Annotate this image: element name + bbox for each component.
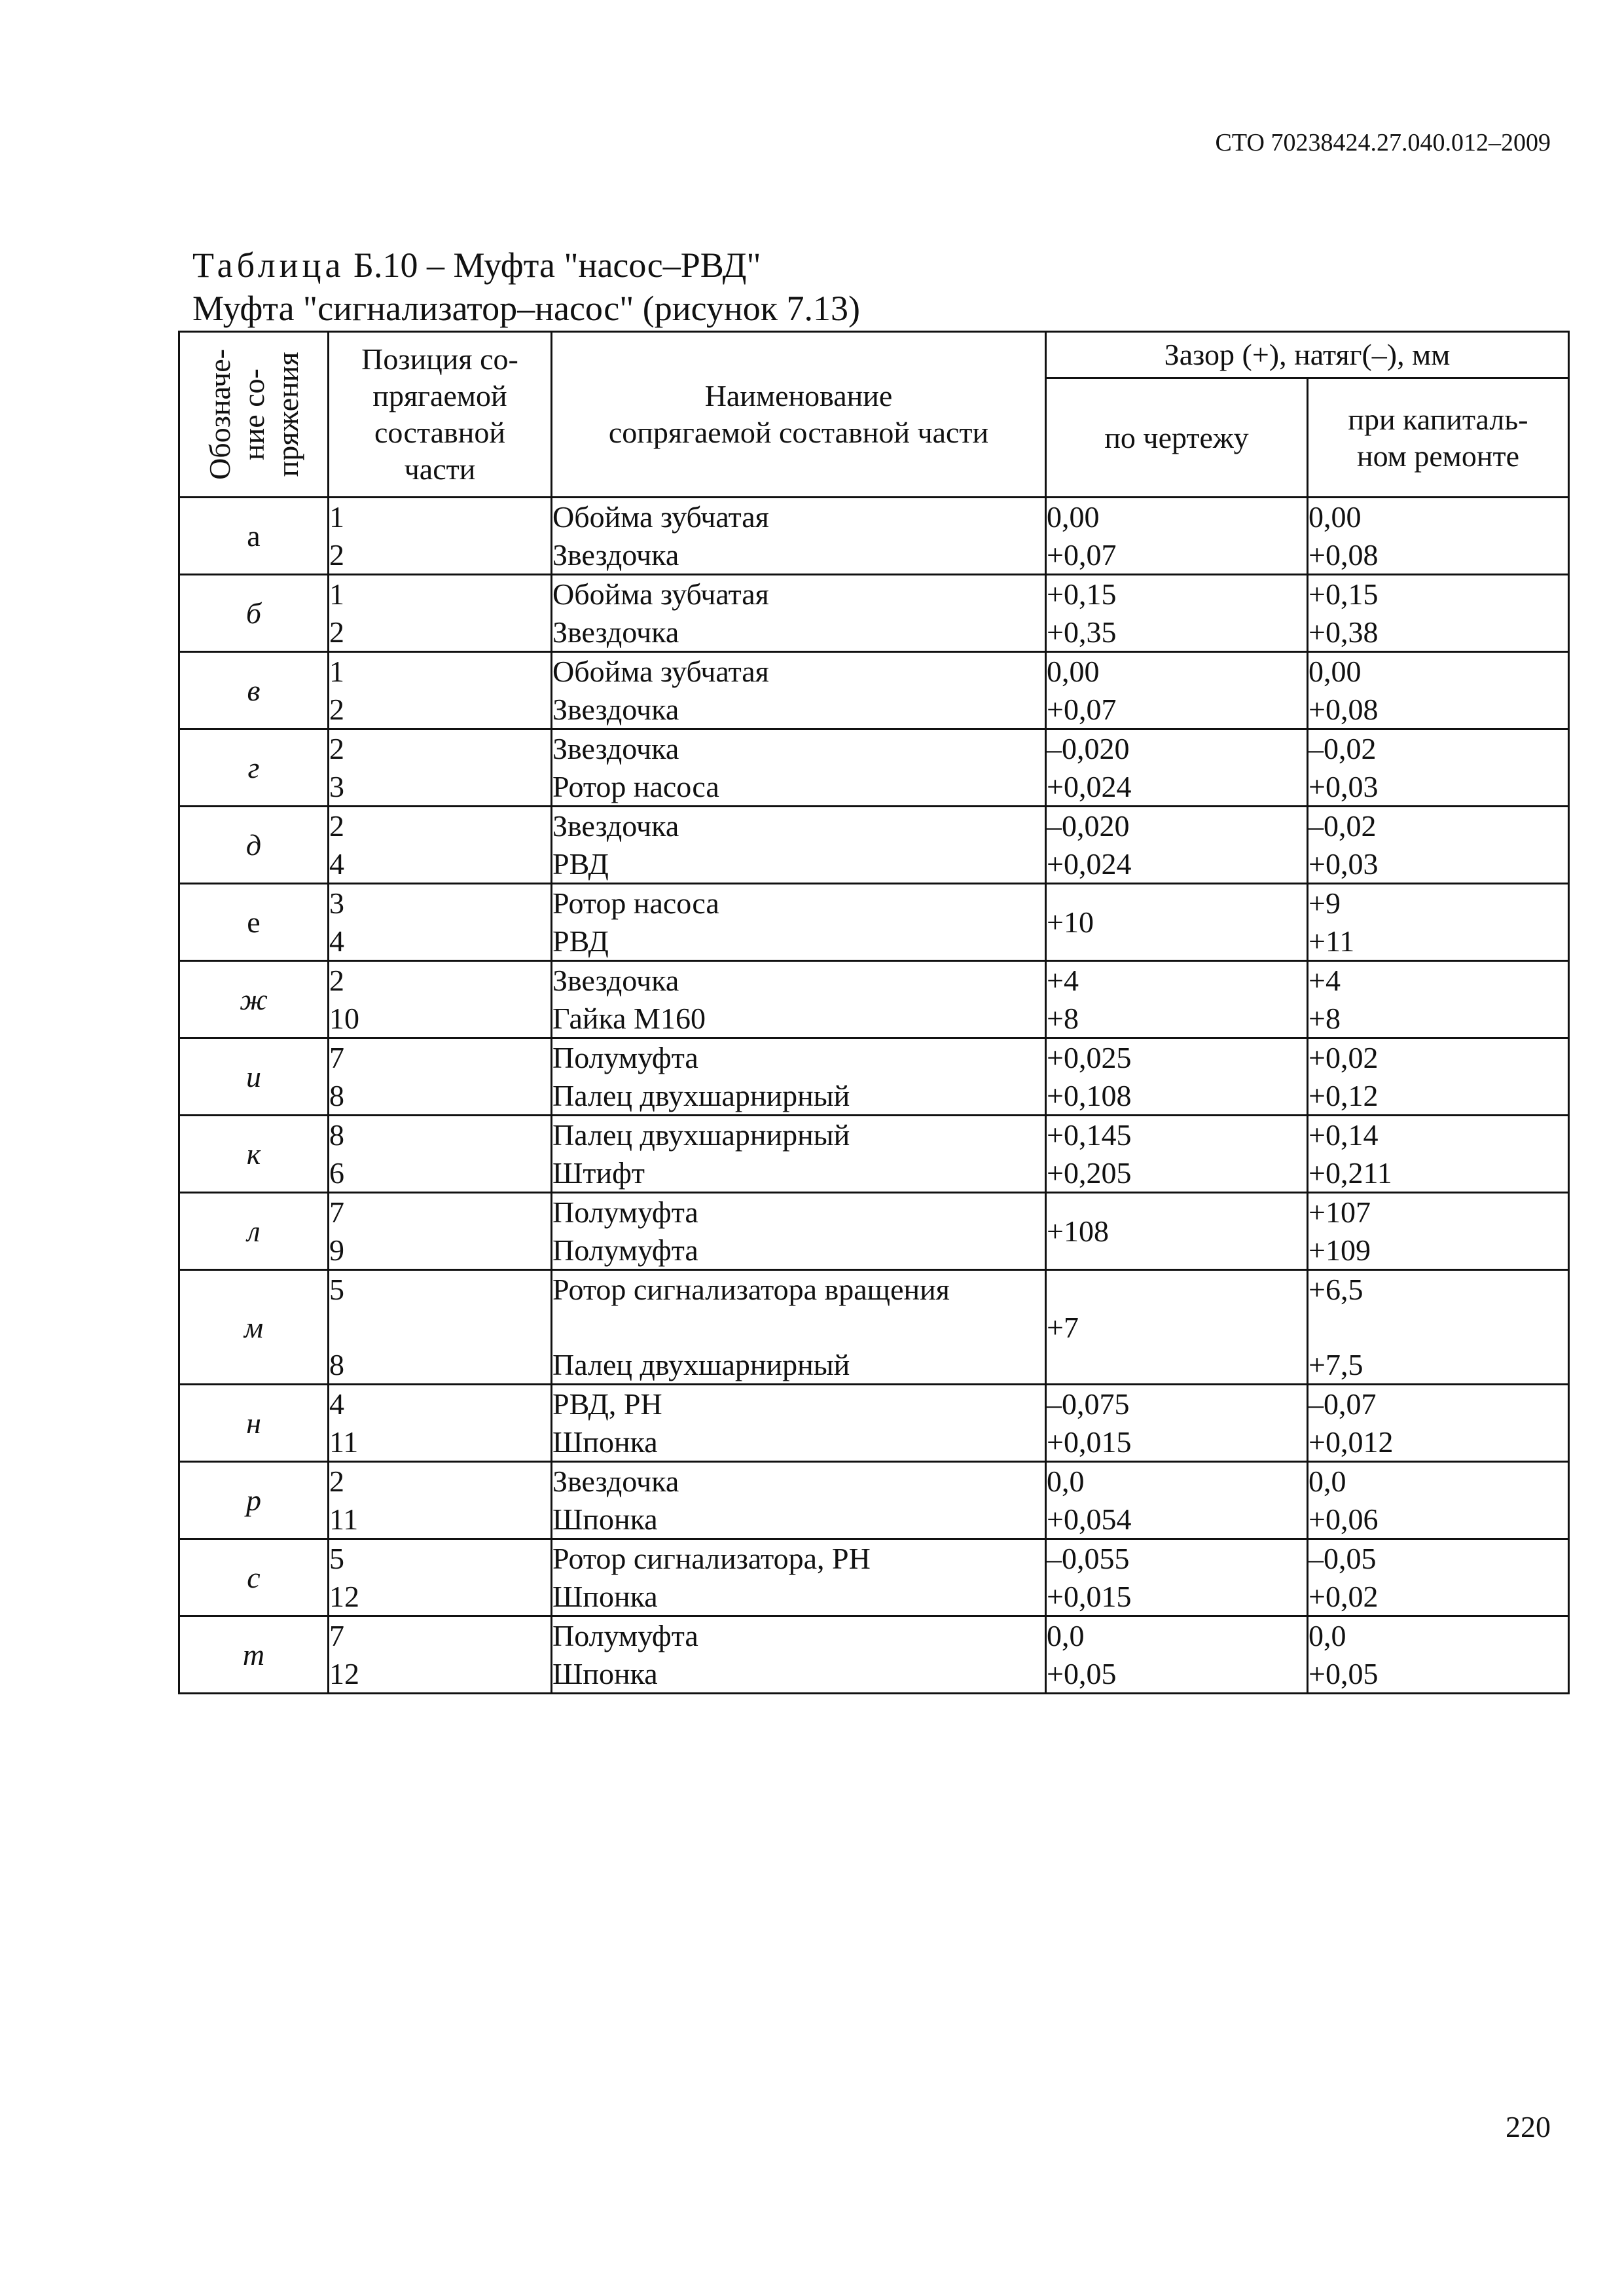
header-position-line: части <box>404 452 476 486</box>
repair-value: +0,03 <box>1308 847 1379 881</box>
repair-value: +0,211 <box>1308 1156 1392 1190</box>
position-cell <box>329 498 552 575</box>
position-cell <box>329 1539 552 1616</box>
header-position-line: прягаемой <box>372 379 507 412</box>
header-capital-repair <box>1308 378 1569 498</box>
table-body <box>179 498 1569 1694</box>
caption-line-1 <box>192 244 860 287</box>
drawing-cell <box>1046 575 1308 652</box>
repair-cell <box>1308 729 1569 807</box>
position-value: 2 <box>329 615 344 649</box>
header-name <box>552 332 1046 498</box>
part-name: Палец двухшарнирный <box>552 1079 850 1112</box>
drawing-cell <box>1046 498 1308 575</box>
designation-cell: д <box>179 807 329 884</box>
table-row <box>179 575 1569 652</box>
drawing-value: +0,025 <box>1047 1041 1132 1074</box>
drawing-cell <box>1046 884 1308 961</box>
caption-title-1: Б.10 – Муфта "насос–РВД" <box>353 246 761 285</box>
repair-value: +9 <box>1308 886 1341 920</box>
table-row <box>179 1116 1569 1193</box>
header-gap-group: Зазор (+), натяг(–), мм <box>1046 332 1569 378</box>
drawing-cell <box>1046 1038 1308 1116</box>
drawing-cell <box>1046 1385 1308 1462</box>
header-designation-line: пряжения <box>270 352 304 477</box>
header-position-line: Позиция со- <box>361 342 518 376</box>
repair-value: +0,15 <box>1308 577 1379 611</box>
caption-title-2: Муфта "сигнализатор–насос" (рисунок 7.13) <box>192 289 861 328</box>
drawing-value: +4 <box>1047 964 1079 997</box>
table-row <box>179 1462 1569 1539</box>
part-name: Обойма зубчатая <box>552 655 769 688</box>
part-name-cell <box>552 1270 1046 1385</box>
header-name-line: Наименование <box>704 379 893 412</box>
table-row <box>179 652 1569 729</box>
position-cell <box>329 884 552 961</box>
header-position-line: составной <box>374 416 505 449</box>
part-name: Ротор насоса <box>552 886 719 920</box>
repair-cell <box>1308 575 1569 652</box>
part-name-cell <box>552 652 1046 729</box>
part-name-cell <box>552 498 1046 575</box>
position-value: 8 <box>329 1348 344 1381</box>
repair-cell <box>1308 1385 1569 1462</box>
part-name: Ротор сигнализатора вращения <box>552 1273 950 1306</box>
drawing-cell <box>1046 1462 1308 1539</box>
header-name-line: сопрягаемой составной части <box>608 416 989 449</box>
part-name: Звездочка <box>552 732 679 765</box>
drawing-value: +8 <box>1047 1002 1079 1035</box>
drawing-value: +0,05 <box>1047 1657 1117 1690</box>
drawing-value: –0,020 <box>1047 809 1130 843</box>
repair-cell <box>1308 1539 1569 1616</box>
drawing-value: 0,00 <box>1047 655 1100 688</box>
drawing-value: 0,0 <box>1047 1619 1085 1652</box>
drawing-value: +0,35 <box>1047 615 1117 649</box>
repair-cell <box>1308 884 1569 961</box>
repair-value: +109 <box>1308 1233 1371 1267</box>
position-value: 2 <box>329 693 344 726</box>
part-name-cell <box>552 884 1046 961</box>
table-row <box>179 1193 1569 1270</box>
part-name-cell <box>552 1539 1046 1616</box>
part-name-cell <box>552 961 1046 1038</box>
position-value: 5 <box>329 1542 344 1575</box>
position-value: 3 <box>329 770 344 803</box>
drawing-value: +0,015 <box>1047 1580 1132 1613</box>
position-value: 4 <box>329 924 344 958</box>
position-value: 10 <box>329 1002 359 1035</box>
drawing-cell <box>1046 1616 1308 1694</box>
part-name-cell <box>552 1616 1046 1694</box>
position-cell <box>329 1616 552 1694</box>
repair-value: +6,5 <box>1308 1273 1363 1306</box>
part-name: Гайка М160 <box>552 1002 706 1035</box>
designation-cell: в <box>179 652 329 729</box>
position-value: 2 <box>329 538 344 572</box>
repair-value: +11 <box>1308 924 1355 958</box>
drawing-cell <box>1046 1270 1308 1385</box>
designation-cell: н <box>179 1385 329 1462</box>
position-value: 2 <box>329 732 344 765</box>
table-row <box>179 1616 1569 1694</box>
drawing-value: –0,020 <box>1047 732 1130 765</box>
part-name: РВД, РН <box>552 1387 662 1421</box>
position-value: 4 <box>329 847 344 881</box>
position-value: 8 <box>329 1118 344 1152</box>
drawing-value: +7 <box>1047 1310 1079 1344</box>
part-name: Звездочка <box>552 964 679 997</box>
position-value: 1 <box>329 500 344 534</box>
repair-value: +0,012 <box>1308 1425 1394 1459</box>
position-value: 6 <box>329 1156 344 1190</box>
designation-cell: ж <box>179 961 329 1038</box>
part-name: Палец двухшарнирный <box>552 1348 850 1381</box>
part-name: Полумуфта <box>552 1619 698 1652</box>
repair-value: +0,08 <box>1308 538 1379 572</box>
position-value: 4 <box>329 1387 344 1421</box>
repair-value: +0,12 <box>1308 1079 1379 1112</box>
position-value: 2 <box>329 964 344 997</box>
drawing-value: +0,108 <box>1047 1079 1132 1112</box>
part-name: Звездочка <box>552 1465 679 1498</box>
position-cell <box>329 1193 552 1270</box>
repair-value: +8 <box>1308 1002 1341 1035</box>
table-row <box>179 1270 1569 1385</box>
header-designation <box>179 332 329 498</box>
drawing-value: +0,07 <box>1047 693 1117 726</box>
position-value: 1 <box>329 577 344 611</box>
drawing-value: +108 <box>1047 1214 1109 1248</box>
repair-value: +0,03 <box>1308 770 1379 803</box>
designation-cell: г <box>179 729 329 807</box>
repair-value: +4 <box>1308 964 1341 997</box>
document-code: СТО 70238424.27.040.012–2009 <box>1215 129 1551 156</box>
repair-value: –0,07 <box>1308 1387 1377 1421</box>
position-value: 1 <box>329 655 344 688</box>
position-cell <box>329 807 552 884</box>
position-cell <box>329 652 552 729</box>
position-value: 5 <box>329 1273 344 1306</box>
repair-value: 0,00 <box>1308 500 1362 534</box>
part-name-cell <box>552 1038 1046 1116</box>
position-value: 7 <box>329 1619 344 1652</box>
drawing-value: +0,15 <box>1047 577 1117 611</box>
designation-cell: р <box>179 1462 329 1539</box>
drawing-cell <box>1046 1539 1308 1616</box>
drawing-value: 0,0 <box>1047 1465 1085 1498</box>
repair-value: +0,06 <box>1308 1503 1379 1536</box>
drawing-value: +0,205 <box>1047 1156 1132 1190</box>
repair-value: +0,14 <box>1308 1118 1379 1152</box>
designation-cell: б <box>179 575 329 652</box>
designation-cell: а <box>179 498 329 575</box>
repair-cell <box>1308 807 1569 884</box>
repair-value: +0,02 <box>1308 1580 1379 1613</box>
header-designation-line: Обозначе- <box>202 349 236 480</box>
clearance-table <box>178 331 1570 1694</box>
table-row <box>179 884 1569 961</box>
repair-value: +0,02 <box>1308 1041 1379 1074</box>
designation-cell: т <box>179 1616 329 1694</box>
position-value: 7 <box>329 1041 344 1074</box>
repair-cell <box>1308 1193 1569 1270</box>
part-name: Звездочка <box>552 615 679 649</box>
table-row <box>179 961 1569 1038</box>
repair-cell <box>1308 652 1569 729</box>
drawing-value: +0,015 <box>1047 1425 1132 1459</box>
designation-cell: л <box>179 1193 329 1270</box>
part-name: Ротор сигнализатора, РН <box>552 1542 871 1575</box>
position-value: 12 <box>329 1580 359 1613</box>
position-cell <box>329 575 552 652</box>
header-by-drawing: по чертежу <box>1046 378 1308 498</box>
repair-value: +107 <box>1308 1195 1371 1229</box>
repair-cell <box>1308 498 1569 575</box>
part-name: Полумуфта <box>552 1233 698 1267</box>
table-caption <box>192 244 860 330</box>
repair-value: 0,0 <box>1308 1465 1346 1498</box>
table-row <box>179 729 1569 807</box>
position-cell <box>329 729 552 807</box>
repair-value: +0,08 <box>1308 693 1379 726</box>
drawing-value: +0,07 <box>1047 538 1117 572</box>
part-name: Полумуфта <box>552 1041 698 1074</box>
position-cell <box>329 1385 552 1462</box>
designation-cell: к <box>179 1116 329 1193</box>
part-name: Ротор насоса <box>552 770 719 803</box>
part-name: Шпонка <box>552 1580 658 1613</box>
designation-cell: е <box>179 884 329 961</box>
drawing-cell <box>1046 1193 1308 1270</box>
repair-value: 0,00 <box>1308 655 1362 688</box>
header-repair-line: ном ремонте <box>1357 439 1520 473</box>
part-name: Обойма зубчатая <box>552 500 769 534</box>
position-value: 11 <box>329 1503 359 1536</box>
designation-cell: с <box>179 1539 329 1616</box>
repair-cell <box>1308 961 1569 1038</box>
designation-cell: и <box>179 1038 329 1116</box>
table-row <box>179 1038 1569 1116</box>
part-name: Шпонка <box>552 1503 658 1536</box>
repair-cell <box>1308 1038 1569 1116</box>
part-name-cell <box>552 1385 1046 1462</box>
part-name: Шпонка <box>552 1657 658 1690</box>
page-number: 220 <box>1506 2110 1551 2143</box>
header-position <box>329 332 552 498</box>
position-cell <box>329 961 552 1038</box>
part-name: Обойма зубчатая <box>552 577 769 611</box>
drawing-value: +0,024 <box>1047 770 1132 803</box>
drawing-cell <box>1046 652 1308 729</box>
part-name: Звездочка <box>552 538 679 572</box>
drawing-cell <box>1046 807 1308 884</box>
table-row <box>179 807 1569 884</box>
repair-value: +0,05 <box>1308 1657 1379 1690</box>
part-name-cell <box>552 575 1046 652</box>
position-value: 2 <box>329 809 344 843</box>
header-repair-line: при капиталь- <box>1348 402 1528 436</box>
position-value: 3 <box>329 886 344 920</box>
repair-cell <box>1308 1116 1569 1193</box>
part-name: Штифт <box>552 1156 645 1190</box>
position-value: 12 <box>329 1657 359 1690</box>
table-row <box>179 1539 1569 1616</box>
drawing-value: +0,145 <box>1047 1118 1132 1152</box>
repair-cell <box>1308 1462 1569 1539</box>
part-name-cell <box>552 1116 1046 1193</box>
drawing-value: –0,075 <box>1047 1387 1130 1421</box>
part-name: Полумуфта <box>552 1195 698 1229</box>
repair-value: +0,38 <box>1308 615 1379 649</box>
part-name-cell <box>552 729 1046 807</box>
drawing-value: +0,024 <box>1047 847 1132 881</box>
part-name-cell <box>552 1462 1046 1539</box>
drawing-value: 0,00 <box>1047 500 1100 534</box>
table-row <box>179 498 1569 575</box>
drawing-cell <box>1046 1116 1308 1193</box>
repair-value: –0,05 <box>1308 1542 1377 1575</box>
position-value: 9 <box>329 1233 344 1267</box>
part-name: РВД <box>552 924 609 958</box>
repair-value: –0,02 <box>1308 732 1377 765</box>
part-name: Палец двухшарнирный <box>552 1118 850 1152</box>
caption-label: Таблица <box>192 246 345 285</box>
repair-cell <box>1308 1616 1569 1694</box>
part-name: Звездочка <box>552 693 679 726</box>
repair-value: –0,02 <box>1308 809 1377 843</box>
repair-value: +7,5 <box>1308 1348 1363 1381</box>
table-row <box>179 1385 1569 1462</box>
part-name-cell <box>552 1193 1046 1270</box>
position-cell <box>329 1038 552 1116</box>
position-cell <box>329 1270 552 1385</box>
drawing-value: +0,054 <box>1047 1503 1132 1536</box>
position-value: 11 <box>329 1425 359 1459</box>
position-cell <box>329 1116 552 1193</box>
position-cell <box>329 1462 552 1539</box>
part-name-cell <box>552 807 1046 884</box>
repair-value: 0,0 <box>1308 1619 1346 1652</box>
part-name: РВД <box>552 847 609 881</box>
position-value: 8 <box>329 1079 344 1112</box>
drawing-value: –0,055 <box>1047 1542 1130 1575</box>
drawing-cell <box>1046 729 1308 807</box>
part-name: Звездочка <box>552 809 679 843</box>
drawing-value: +10 <box>1047 905 1094 939</box>
position-value: 7 <box>329 1195 344 1229</box>
designation-cell: м <box>179 1270 329 1385</box>
drawing-cell <box>1046 961 1308 1038</box>
header-designation-line: ние со- <box>236 369 270 460</box>
position-value: 2 <box>329 1465 344 1498</box>
repair-cell <box>1308 1270 1569 1385</box>
part-name: Шпонка <box>552 1425 658 1459</box>
